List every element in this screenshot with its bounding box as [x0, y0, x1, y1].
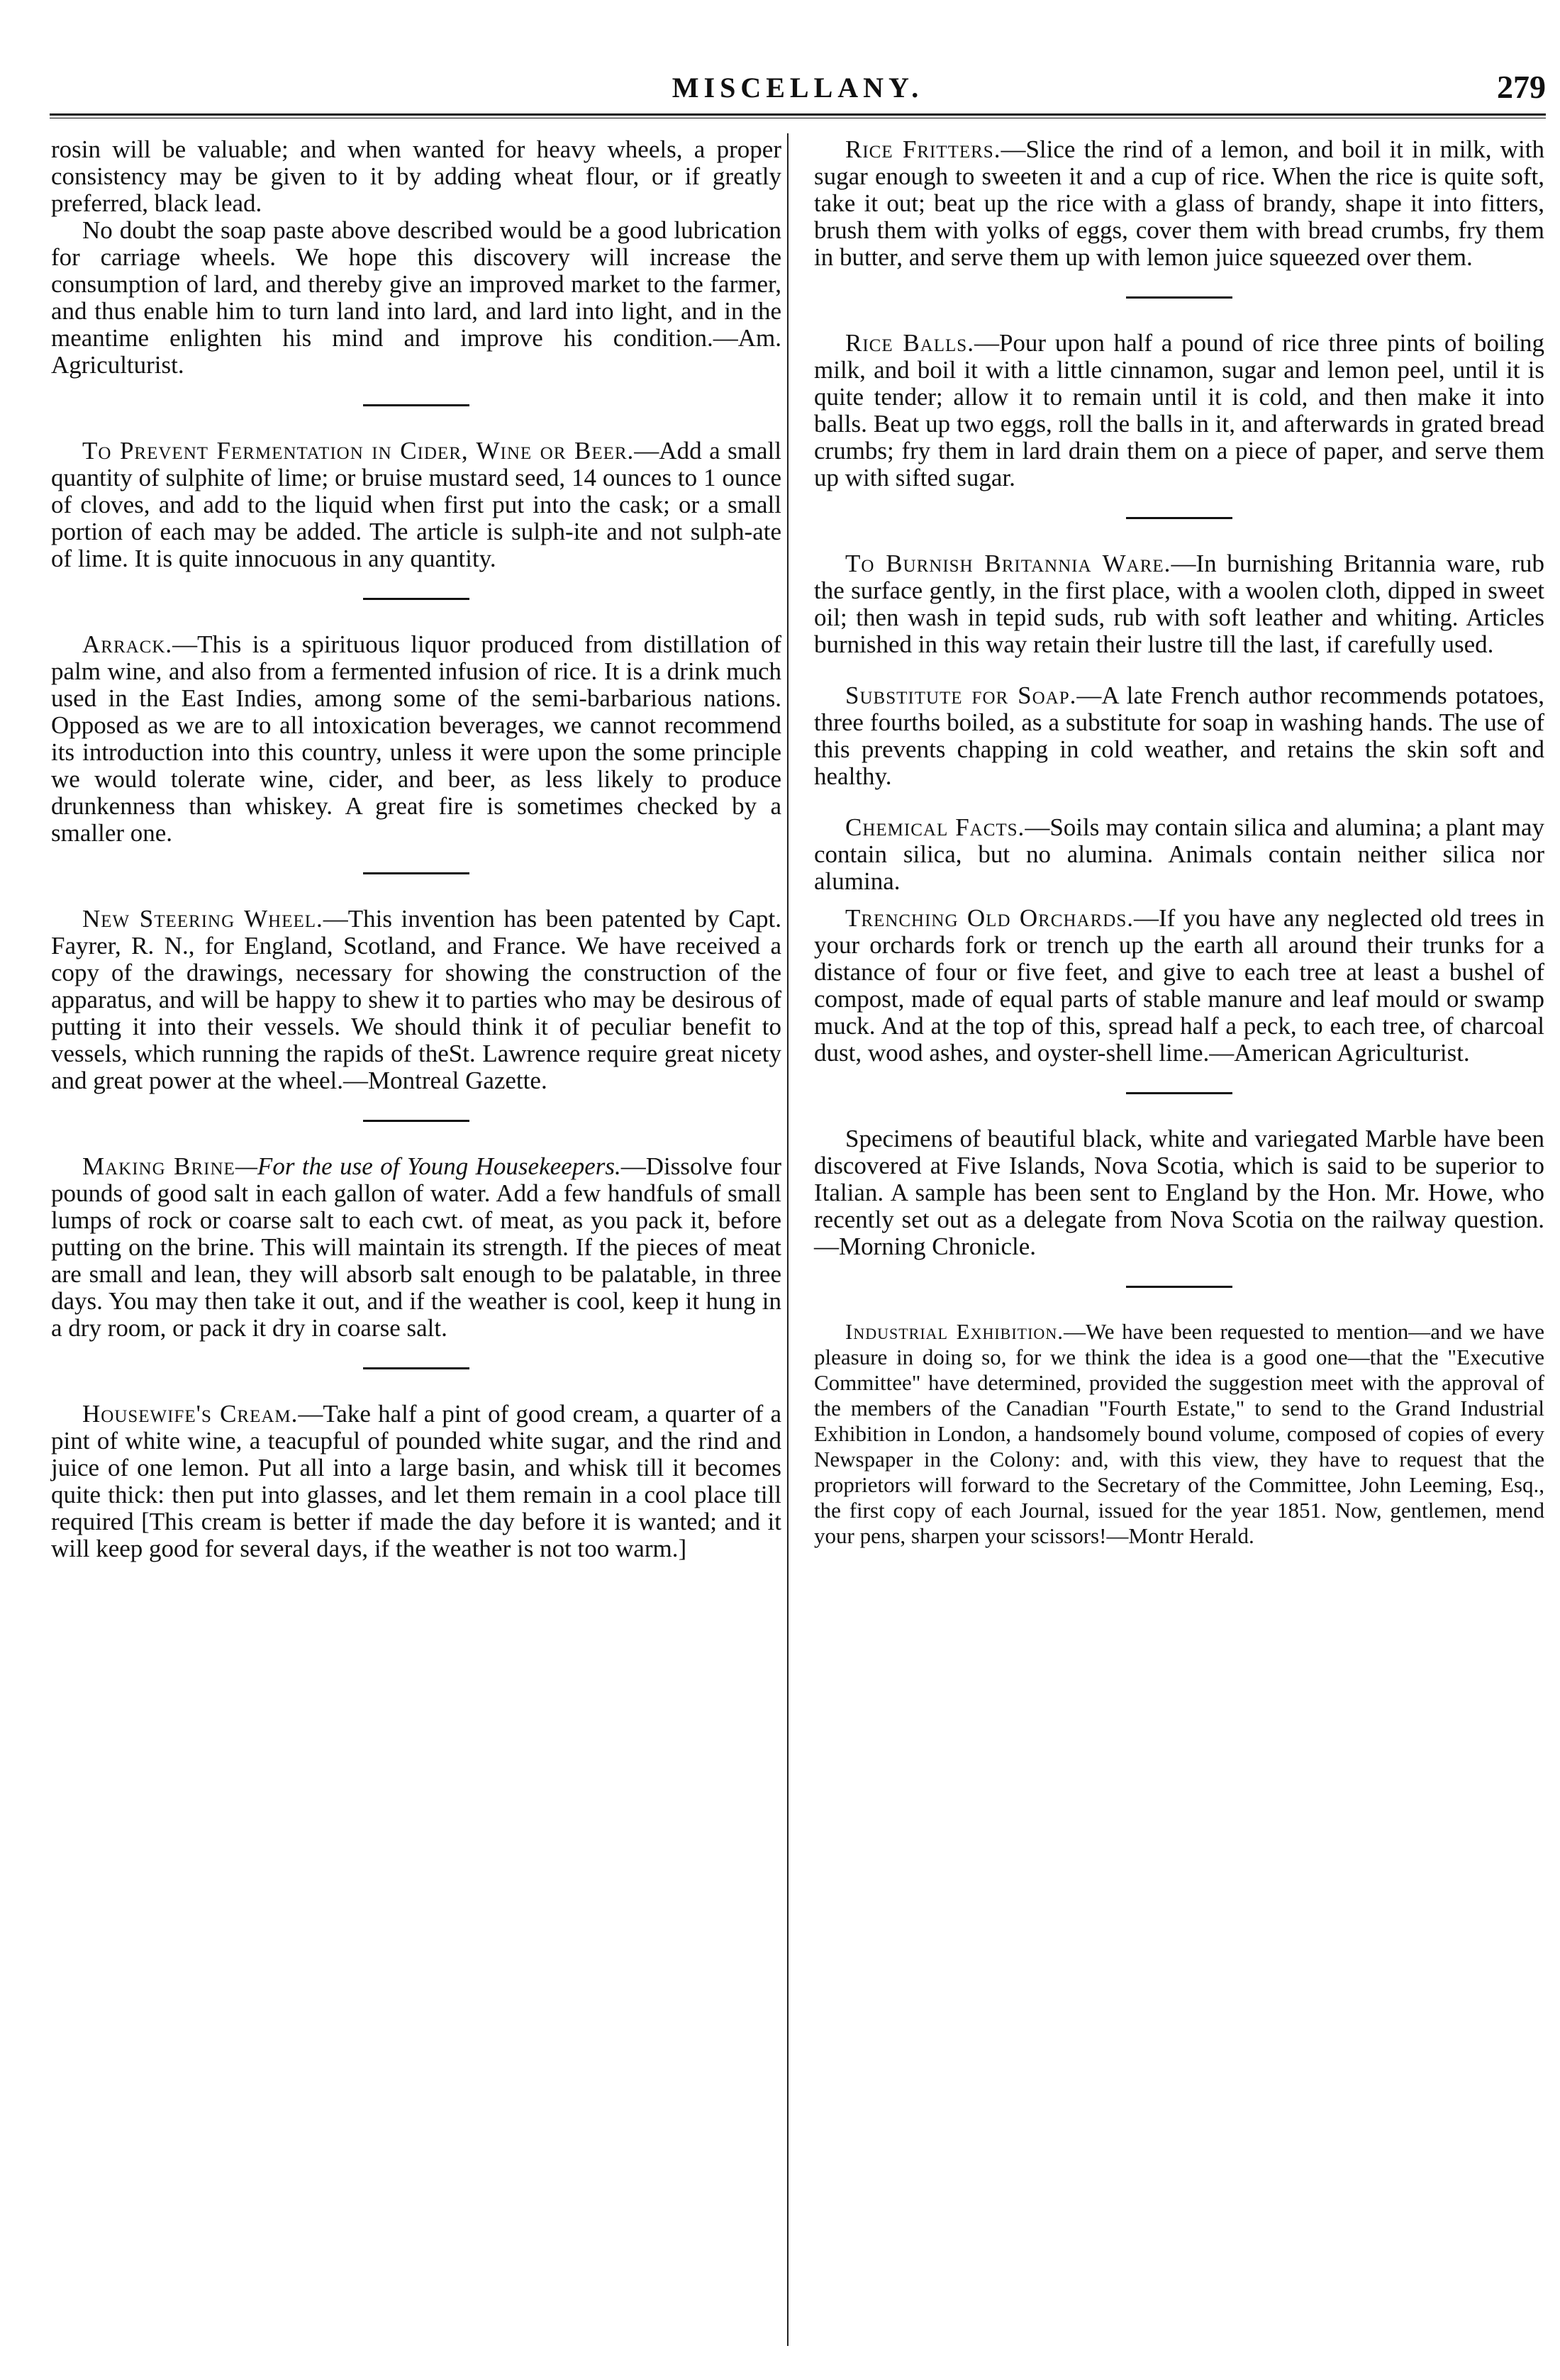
article-britannia-ware	[814, 550, 1544, 658]
article-housewife-cream	[51, 1401, 781, 1562]
article-heading: Substitute for Soap.	[845, 682, 1077, 709]
article-soap-substitute	[814, 682, 1544, 790]
article-text: —Slice the rind of a lemon, and boil it in milk, with sugar enough to sweeten it and a cup of rice. When the rice is quite soft, take it out; beat up the rice with a glass of brandy, shape it into fitters, brush them with yolks of eggs, cover them with bread crumbs, fry them in butter, and serve them up with lemon juice squeezed over them.	[814, 135, 1544, 271]
article-making-brine	[51, 1153, 781, 1342]
article-heading: Chemical Facts.	[845, 813, 1025, 841]
article-heading: Rice Fritters.	[845, 135, 1001, 163]
section-rule	[1126, 1092, 1232, 1094]
article-old-orchards	[814, 905, 1544, 1067]
article-text: —This is a spirituous liquor produced from distillation of palm wine, and also from a fermented infusion of rice. It is a drink much used in the East Indies, among some of the semi-barbarious nations. Opposed as we are to all intoxication beverages, we cannot recommend its introduction into this country, unless it were upon the some principle we would tolerate wine, cider, and beer, as less likely to produce drunkenness than whiskey. A great fire is sometimes checked by a smaller one.	[51, 630, 781, 847]
article-heading: Industrial Exhibition.	[845, 1319, 1064, 1344]
article-subheading: —For the use of Young Housekeepers.	[235, 1152, 621, 1180]
section-rule	[363, 404, 469, 406]
article-text: No doubt the soap paste above described would be a good lubrication for carriage wheels. We hope this discovery will increase the consumption of lard, and thereby give an improved market to the farmer, and thus enable him to turn land into lard, and lard into light, and in the meantime enlighten his mind and improve his condition.—Am. Agriculturist.	[51, 216, 781, 379]
article-fermentation	[51, 438, 781, 572]
article-text: —Pour upon half a pound of rice three pints of boiling milk, and boil it with a little cinnamon, sugar and lemon peel, until it is quite tender; allow it to remain until it is cold, and then make it into balls. Beat up two eggs, roll the balls in it, and afterwards in grated bread crumbs; fry them in lard drain them on a piece of paper, and serve them up with sifted sugar.	[814, 329, 1544, 491]
article-heading: To Prevent Fermentation in Cider, Wine or Beer.	[82, 437, 635, 465]
article-text: —Dissolve four pounds of good salt in each gallon of water. Add a few handfuls of small lumps of rock or coarse salt to each cwt. of meat, as you pack it, before putting on the brine. This will maintain its strength. If the pieces of meat are small and lean, they will absorb salt enough to be palatable, in three days. You may then take it out, and if the weather is cool, keep it hung in a dry room, or pack it dry in coarse salt.	[51, 1152, 781, 1342]
section-rule	[1126, 517, 1232, 519]
article-continued	[51, 136, 781, 217]
section-rule	[363, 872, 469, 874]
article-text: —Add a small quantity of sulphite of lime; or bruise mustard seed, 14 ounces to 1 ounce of cloves, and add to the liquid when first put into the cask; or a small portion of each may be added. The article is sulph-ite and not sulph-ate of lime. It is quite innocuous in any quantity.	[51, 437, 781, 572]
article-industrial-exhibition	[814, 1319, 1544, 1549]
article-heading: To Burnish Britannia Ware.	[845, 550, 1171, 577]
header-rule	[50, 113, 1546, 118]
article-heading: New Steering Wheel.	[82, 905, 323, 933]
article-heading: Trenching Old Orchards.	[845, 904, 1134, 932]
article-heading: Arrack.	[82, 630, 173, 658]
article-heading: Housewife's Cream.	[82, 1400, 299, 1428]
article-steering-wheel	[51, 906, 781, 1094]
article-heading: Making Brine	[82, 1152, 235, 1180]
section-rule	[363, 598, 469, 600]
article-rice-balls	[814, 330, 1544, 491]
section-rule	[363, 1120, 469, 1122]
right-column	[814, 136, 1544, 1549]
section-rule	[1126, 296, 1232, 299]
article-text: Specimens of beautiful black, white and variegated Marble have been discovered at Five Islands, Nova Scotia, which is said to be superior to Italian. A sample has been sent to England by the Hon. Mr. Howe, who recently set out as a delegate from Nova Scotia on the railway question.—Morning Chronicle.	[814, 1125, 1544, 1260]
article-rice-fritters	[814, 136, 1544, 271]
section-rule	[363, 1367, 469, 1369]
column-divider	[787, 133, 789, 2346]
article-marble	[814, 1125, 1544, 1260]
article-text: —If you have any neglected old trees in your orchards fork or trench up the earth all around their trunks for a distance of four or five feet, and give to each tree at least a bushel of compost, made of equal parts of stable manure and leaf mould or swamp muck. And at the top of this, spread half a peck, to each tree, of charcoal dust, wood ashes, and oyster-shell lime.—American Agriculturist.	[814, 904, 1544, 1067]
left-column	[51, 136, 781, 1562]
article-heading: Rice Balls.	[845, 329, 974, 357]
paragraph-gap	[814, 790, 1544, 814]
article-arrack	[51, 631, 781, 847]
article-text: —We have been requested to mention—and we have pleasure in doing so, for we think the idea is a good one—that the "Executive Committee" have determined, provided the suggestion meet with the approval of the members of the Canadian "Fourth Estate," to send to the Grand Industrial Exhibition in London, a handsomely bound volume, composed of copies of every Newspaper in the Colony: and, with this view, they have to request that the proprietors will forward to the Secretary of the Committee, John Leeming, Esq., the first copy of each Journal, issued for the year 1851. Now, gentlemen, mend your pens, sharpen your scissors!—Montr Herald.	[814, 1319, 1544, 1548]
running-header	[50, 44, 1546, 105]
article-text: —This invention has been patented by Capt. Fayrer, R. N., for England, Scotland, and France. We have received a copy of the drawings, necessary for showing the construction of the apparatus, and will be happy to shew it to parties who may be desirous of putting it into their vessels. We should think it of peculiar benefit to vessels, which running the rapids of theSt. Lawrence require great nicety and great power at the wheel.—Montreal Gazette.	[51, 905, 781, 1094]
article-paragraph	[51, 217, 781, 379]
page-number: 279	[1497, 69, 1546, 105]
article-text: rosin will be valuable; and when wanted for heavy wheels, a proper consistency may be given to it by adding wheat flour, or if greatly preferred, black lead.	[51, 135, 781, 217]
section-rule	[1126, 1286, 1232, 1288]
article-chemical-facts	[814, 814, 1544, 895]
paragraph-gap	[814, 658, 1544, 682]
page-section-title: MISCELLANY.	[672, 72, 924, 104]
article-text: —A late French author recommends potatoes, three fourths boiled, as a substitute for soap in washing hands. The use of this prevents chapping in cold weather, and retains the skin soft and healthy.	[814, 682, 1544, 790]
article-text: —Soils may contain silica and alumina; a plant may contain silica, but no alumina. Animals contain neither silica nor alumina.	[814, 813, 1544, 895]
article-text: —In burnishing Britannia ware, rub the surface gently, in the first place, with a woolen cloth, dipped in sweet oil; then wash in tepid suds, rub with soft leather and whiting. Articles burnished in this way retain their lustre till the last, if carefully used.	[814, 550, 1545, 658]
article-text: —Take half a pint of good cream, a quarter of a pint of white wine, a teacupful of pounded white sugar, and the rind and juice of one lemon. Put all into a large basin, and whisk till it becomes quite thick: then put into glasses, and let them remain in a cool place till required [This cream is better if made the day before it is wanted; and it will keep good for several days, if the weather is not too warm.]	[51, 1400, 781, 1562]
